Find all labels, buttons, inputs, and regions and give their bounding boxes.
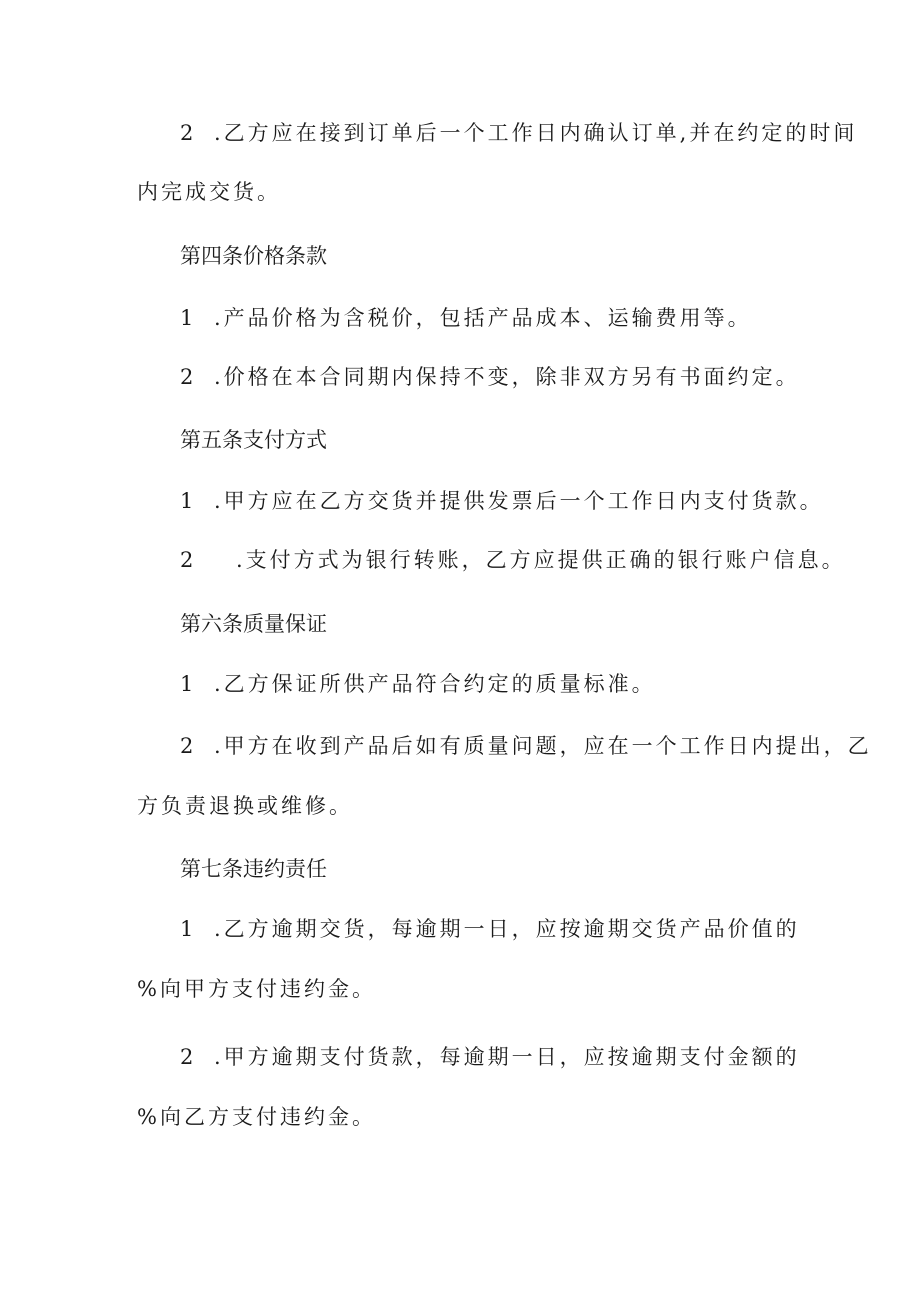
item-number: 2 [180, 1045, 194, 1069]
clause-7-item-2-line-2 [137, 1103, 376, 1131]
item-number: 1 [180, 306, 194, 330]
clause-4-item-2 [180, 363, 800, 391]
item-text: .乙方保证所供产品符合约定的质量标准。 [214, 672, 656, 696]
clause-7-item-2-line-1 [180, 1043, 800, 1071]
clause-4-item-1 [180, 304, 752, 332]
item-text: .甲方逾期支付货款，每逾期一日，应按逾期支付金额的 [214, 1045, 800, 1069]
clause-6-item-2-line-1 [180, 732, 872, 760]
clause-7-heading: 第七条违约责任 [180, 857, 327, 881]
clause-3-item-2-line-2 [137, 178, 281, 206]
item-text: .产品价格为含税价，包括产品成本、运输费用等。 [214, 306, 752, 330]
clause-7-item-1-line-2 [137, 975, 376, 1003]
clause-6-item-2-line-2 [137, 792, 353, 820]
clause-5-item-1 [180, 487, 824, 515]
item-text: .甲方在收到产品后如有质量问题，应在一个工作日内提出，乙 [214, 734, 872, 758]
clause-3-item-2-line-1 [180, 119, 857, 147]
clause-5-item-2 [180, 546, 846, 574]
item-number: 2 [180, 548, 194, 572]
item-text: %向乙方支付违约金。 [137, 1105, 376, 1129]
clause-6-item-1 [180, 670, 656, 698]
item-text: 方负责退换或维修。 [137, 794, 353, 818]
item-number: 2 [180, 365, 194, 389]
item-text: .支付方式为银行转账，乙方应提供正确的银行账户信息。 [236, 548, 846, 572]
item-text: .乙方逾期交货，每逾期一日，应按逾期交货产品价值的 [214, 917, 800, 941]
item-number: 1 [180, 489, 194, 513]
item-text: .乙方应在接到订单后一个工作日内确认订单,并在约定的时间 [214, 121, 858, 145]
item-number: 2 [180, 121, 194, 145]
item-number: 2 [180, 734, 194, 758]
clause-6-heading: 第六条质量保证 [180, 612, 327, 636]
clause-4-heading: 第四条价格条款 [180, 244, 327, 268]
clause-5-heading: 第五条支付方式 [180, 428, 327, 452]
item-text: .甲方应在乙方交货并提供发票后一个工作日内支付货款。 [214, 489, 824, 513]
item-text: .价格在本合同期内保持不变，除非双方另有书面约定。 [214, 365, 800, 389]
item-text: %向甲方支付违约金。 [137, 977, 376, 1001]
item-number: 1 [180, 672, 194, 696]
item-number: 1 [180, 917, 194, 941]
clause-7-item-1-line-1 [180, 915, 800, 943]
item-text: 内完成交货。 [137, 180, 281, 204]
